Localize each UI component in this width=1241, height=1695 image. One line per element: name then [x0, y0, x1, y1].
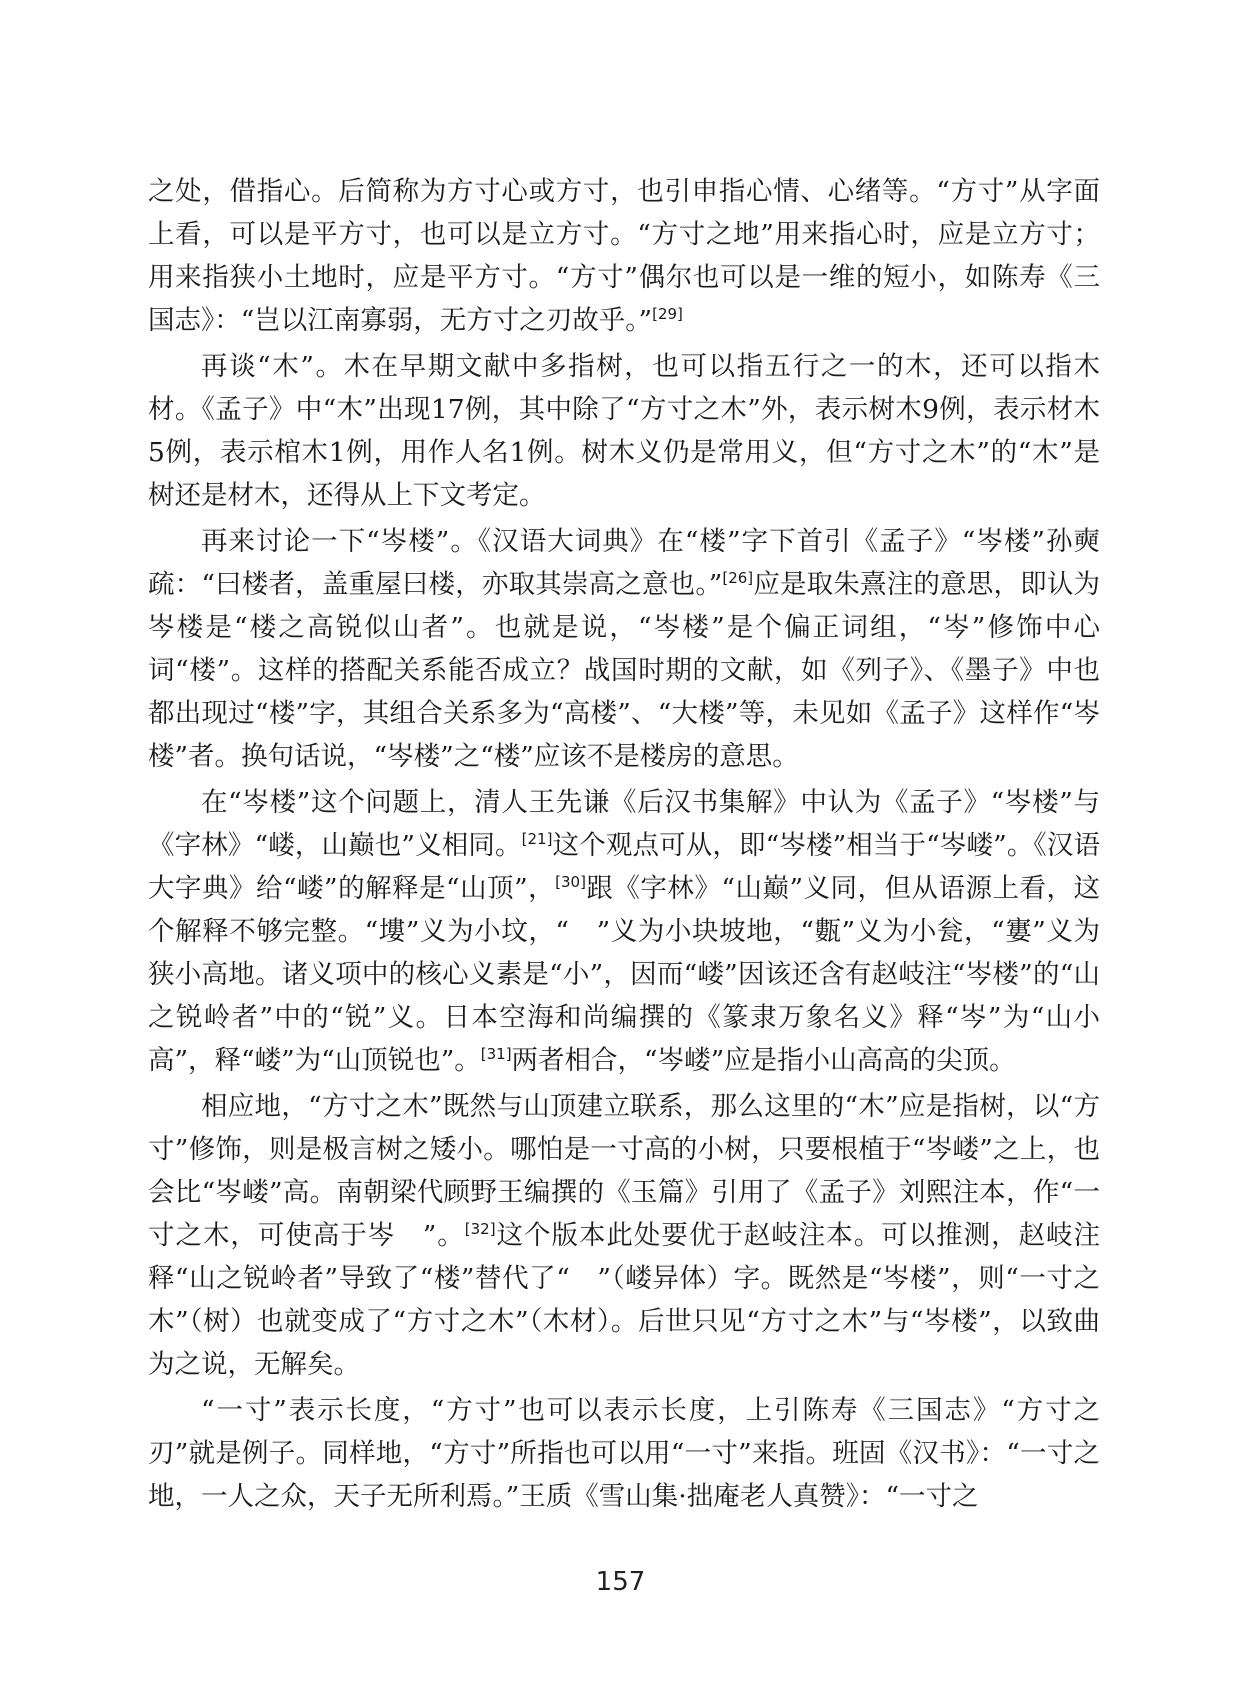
paragraph — [148, 781, 1100, 1082]
paragraph-text: 再谈“木”。木在早期文献中多指树，也可以指五行之一的木，还可以指木材。《孟子》中“木”出现17例，其中除了“方寸之木”外，表示树木9例，表示材木5例，表示棺木1例，用作人名1例。树木义仍是常用义，但“方寸之木”的“木”是树还是材木，还得从上下文考定。 — [148, 351, 1100, 511]
paragraph — [148, 520, 1100, 778]
paragraph — [148, 1085, 1100, 1386]
paragraph-text: 在“岑楼”这个问题上，清人王先谦《后汉书集解》中认为《孟子》“岑楼”与《字林》“嵝，山巅也”义相同。 — [148, 787, 1100, 861]
citation-ref: [31] — [480, 1045, 512, 1064]
paragraph-text: 这个版本此处要优于赵岐注本。可以推测，赵岐注释“山之锐岭者”导致了“楼”替代了“ ”（嵝异体）字。既然是“岑楼”，则“一寸之木”（树）也就变成了“方寸之木”（木材）。后世只见“方寸之木”与“岑楼”，以致曲为之说，无解矣。 — [148, 1220, 1100, 1380]
paragraph-text: 跟《字林》“山巅”义同，但从语源上看，这个解释不够完整。“塿”义为小坟，“ ”义为小块坡地，“甊”义为小瓮，“寠”义为狭小高地。诸义项中的核心义素是“小”，因而“嵝”因该还含有赵岐注“岑楼”的“山之锐岭者”中的“锐”义。日本空海和尚编撰的《篆隶万象名义》释“岑”为“山小高”，释“嵝”为“山顶锐也”。 — [148, 873, 1100, 1076]
paragraph-text: “一寸”表示长度，“方寸”也可以表示长度，上引陈寿《三国志》“方寸之刃”就是例子。同样地，“方寸”所指也可以用“一寸”来指。班固《汉书》：“一寸之地，一人之众，天子无所利焉。”王质《雪山集·拙庵老人真赞》：“一寸之 — [148, 1395, 1100, 1512]
citation-ref: [32] — [464, 1220, 496, 1239]
paragraph — [148, 170, 1100, 342]
paragraph-text: 两者相合，“岑嵝”应是指小山高高的尖顶。 — [511, 1045, 1016, 1076]
paragraph-text: 相应地，“方寸之木”既然与山顶建立联系，那么这里的“木”应是指树，以“方寸”修饰，则是极言树之矮小。哪怕是一寸高的小树，只要根植于“岑嵝”之上，也会比“岑嵝”高。南朝梁代顾野王编撰的《玉篇》引用了《孟子》刘熙注本，作“一寸之木，可使高于岑 ”。 — [148, 1091, 1100, 1251]
paragraph-text: 应是取朱熹注的意思，即认为岑楼是“楼之高锐似山者”。也就是说，“岑楼”是个偏正词组，“岑”修饰中心词“楼”。这样的搭配关系能否成立？战国时期的文献，如《列子》、《墨子》中也都出现过“楼”字，其组合关系多为“高楼”、“大楼”等，未见如《孟子》这样作“岑楼”者。换句话说，“岑楼”之“楼”应该不是楼房的意思。 — [148, 569, 1100, 772]
paragraph-text: 之处，借指心。后简称为方寸心或方寸，也引申指心情、心绪等。“方寸”从字面上看，可以是平方寸，也可以是立方寸。“方寸之地”用来指心时，应是立方寸；用来指狭小土地时，应是平方寸。“方寸”偶尔也可以是一维的短小，如陈寿《三国志》：“岂以江南寡弱，无方寸之刃故乎。” — [148, 176, 1100, 336]
citation-ref: [30] — [555, 873, 586, 892]
paragraph-text: 再来讨论一下“岑楼”。《汉语大词典》在“楼”字下首引《孟子》“岑楼”孙奭疏：“曰楼者，盖重屋曰楼，亦取其崇高之意也。” — [148, 526, 1100, 600]
page-number: 157 — [595, 1567, 646, 1597]
paragraph — [148, 345, 1100, 517]
citation-ref: [26] — [722, 569, 754, 588]
body-text — [148, 170, 1100, 1521]
citation-ref: [29] — [652, 305, 683, 324]
citation-ref: [21] — [521, 830, 553, 849]
paragraph — [148, 1389, 1100, 1518]
paragraph-text: 这个观点可从，即“岑楼”相当于“岑嵝”。《汉语大字典》给“嵝”的解释是“山顶”， — [148, 830, 1100, 904]
